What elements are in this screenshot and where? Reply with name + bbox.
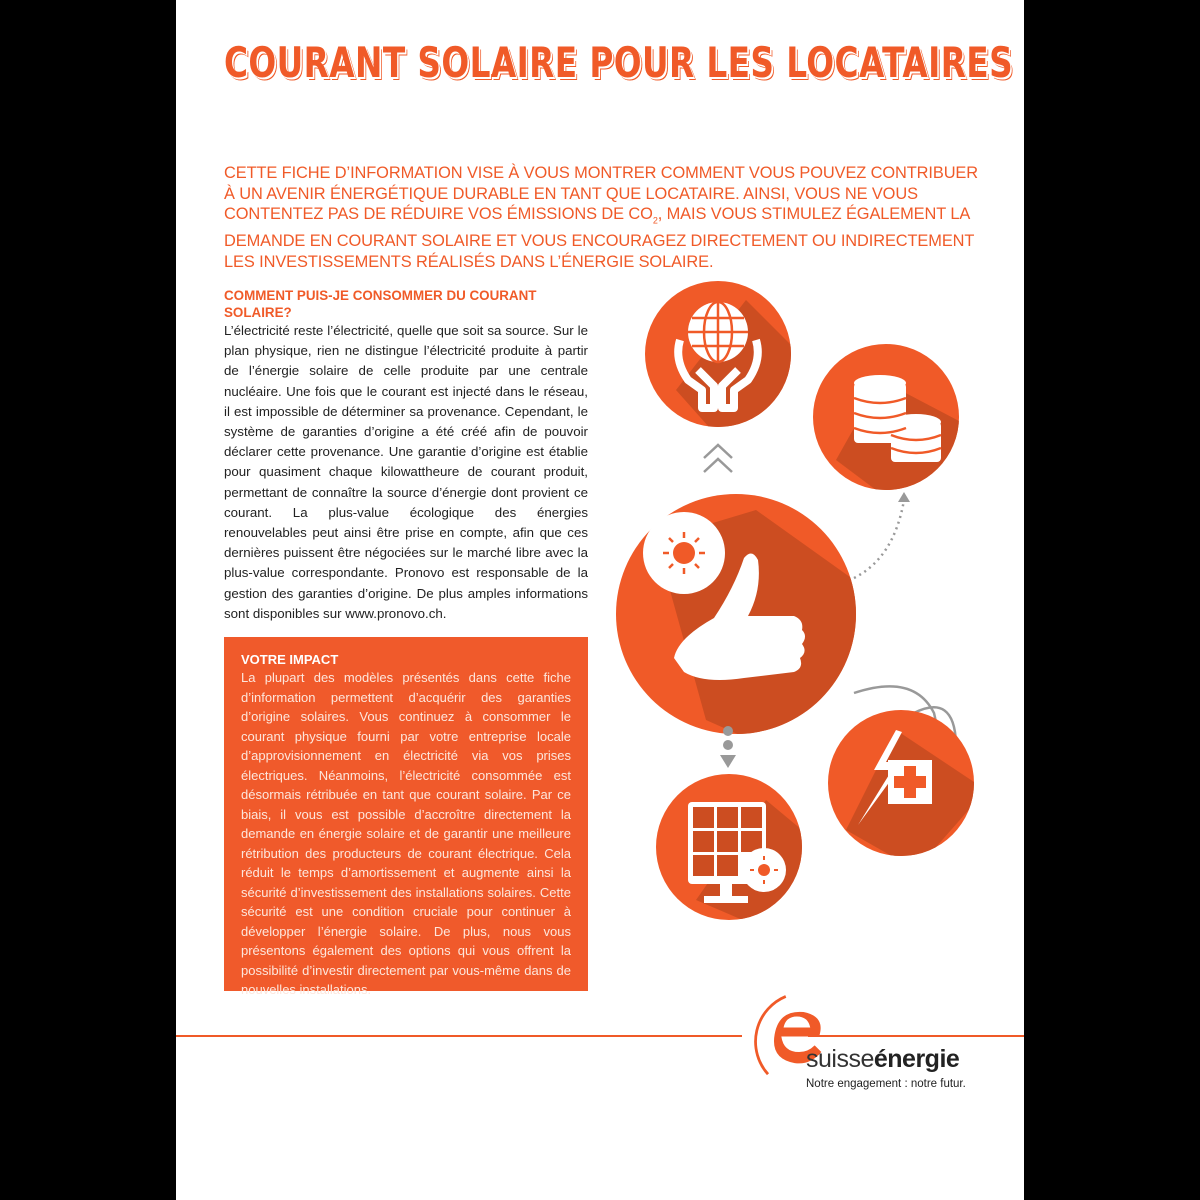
section-body: L’électricité reste l’électricité, quelle que soit sa source. Sur le plan physique, rien ne distingue l’électricité produite à partir de l’énergie solaire de celle produite par une centrale nucléaire. Une fois que le courant est injecté dans le réseau, il est impossible de déterminer sa provenance. Cependant, le système de garanties d’origine a été créé afin de pouvoir déclarer cette provenance. Une garantie d’origine est établie pour quasiment chaque kilowattheure de courant produit, permettant de connaître la source d’énergie dont provient ce courant. La plus-value écologique des énergies renouvelables peut ainsi être prise en compte, afin que ces dernières puissent être négociées sur le marché libre avec la plus-value correspondante. Pronovo est responsable de la gestion des garanties d’origine. De plus amples informations sont disponibles sur www.pronovo.ch. (224, 323, 588, 621)
thumbs-up-sun-icon (616, 494, 896, 760)
brand-name: suisseénergie (806, 1045, 960, 1073)
footer-divider-right (808, 1035, 1024, 1037)
solar-panel-icon (656, 774, 826, 930)
impact-heading: VOTRE IMPACT (241, 652, 339, 667)
impact-box (224, 637, 588, 997)
dotted-arrow (854, 500, 904, 578)
hands-globe-icon (645, 281, 826, 480)
section-heading: COMMENT PUIS-JE CONSOMMER DU COURANT SOLAIRE? (224, 288, 537, 320)
brand-tagline: Notre engagement : notre futur. (806, 1078, 966, 1090)
arrow-down-icon (720, 755, 736, 768)
suisse-energie-logo-icon (738, 992, 838, 1092)
intro-paragraph: CETTE FICHE D’INFORMATION VISE À VOUS MONTRER COMMENT VOUS POUVEZ CONTRIBUER À UN AVENIR ÉNERGÉTIQUE DURABLE EN TANT QUE LOCATAIRE. AINSI, VOUS NE VOUS CONTENTEZ PAS DE RÉDUIRE VOS ÉMISSIONS DE $CO_2$, MAIS VOUS STIMULEZ ÉGALEMENT LA DEMANDE EN COURANT SOLAIRE ET VOUS ENCOURAGEZ DIRECTEMENT OU INDIRECTEMENT LES INVESTISSEMENTS RÉALISÉS DANS L’ÉNERGIE SOLAIRE. (224, 164, 979, 271)
coins-icon (813, 344, 976, 520)
section-consume-solar (224, 287, 588, 624)
page-title: COURANT SOLAIRE POUR LES LOCATAIRES (224, 38, 1014, 87)
impact-body: La plupart des modèles présentés dans cette fiche d’information permettent d’acquérir des garanties d’origine solaires. Vous continuez à consommer le courant physique fourni par votre entreprise locale d’approvisionnement en électricité via vos prises électriques. Néanmoins, l’électricité consommée est désormais rétribuée en tant que courant solaire. Par ce biais, il vous est possible d’accroître directement la demande en énergie solaire et de garantir une meilleure rétribution des producteurs de courant électrique. Cela réduit le temps d’amortissement et augmente ainsi la sécurité d’investissement des installations solaires. Cette sécurité est une condition cruciale pour continuer à développer l’énergie solaire. De plus, nous vous présentons également des options qui vous offrent la possibilité d’investir directement par vous-même dans de nouvelles installations. (241, 670, 571, 997)
lightning-medical-icon (828, 710, 986, 870)
dot (723, 726, 733, 736)
illustration (596, 280, 1024, 960)
document-page (176, 0, 1024, 1200)
chevron-up-icon (704, 445, 732, 472)
footer-divider (176, 1035, 742, 1037)
